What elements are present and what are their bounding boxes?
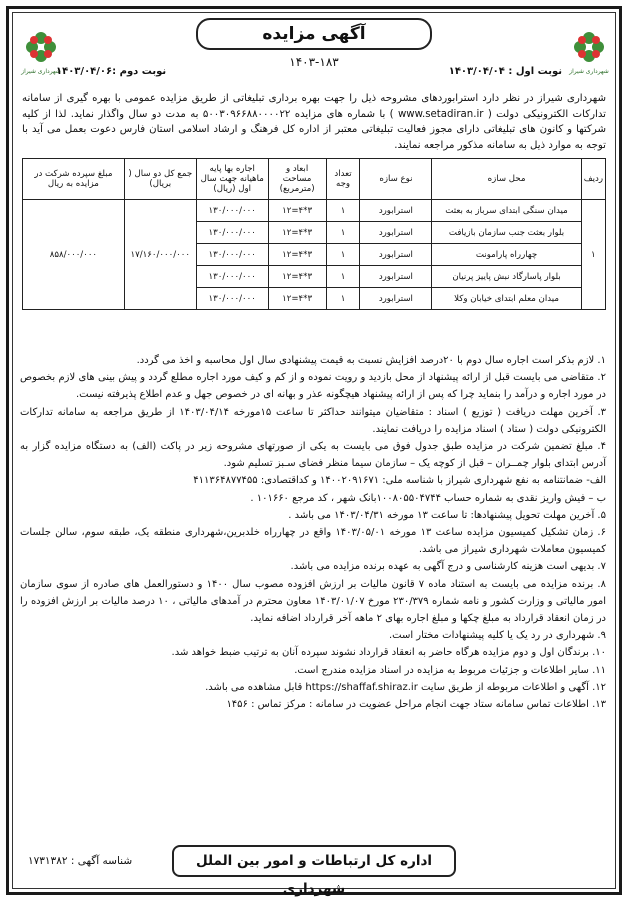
- type-cell: استرابورد: [360, 244, 432, 266]
- dims-cell: ۳*۴=۱۲: [268, 200, 326, 222]
- deposit-cell: ۸۵۸/۰۰۰/۰۰۰: [23, 200, 125, 310]
- faces-cell: ۱: [326, 266, 360, 288]
- col-header-dimensions: ابعاد و مساحت (مترمربع): [268, 159, 326, 200]
- dims-cell: ۳*۴=۱۲: [268, 222, 326, 244]
- intro-paragraph: شهرداری شیراز در نظر دارد استرابوردهای مشروحه ذیل را جهت بهره برداری تبلیغاتی از طریق مزایده عمومی با بهره گیری از سامانه تدارکات الکترونیکی دولت ( www.setadiran.ir ) با شماره های مزایده ۵۰۰۳۰۹۶۶۸۸۰۰۰۰۲۲ به مدت دو سال واگذار نماید. لذا از کلیه شرکتها و کانون های تبلیغاتی دارای مجوز فعالیت تبلیغاتی معتبر از اداره کل فرهنگ و ارشاد اسلامی استان فارس دعوت بعمل می آید با توجه به موارد ذیل به سامانه مذکور مراجعه نمایند.: [22, 93, 607, 151]
- faces-cell: ۱: [326, 244, 360, 266]
- condition-item: ۴. مبلغ تضمین شرکت در مزایده طبق جدول فوق می بایست به یکی از صورتهای مشروحه زیر در پاکت (الف) به دستگاه مزایده گزار به آدرس ابتدای بلوار چمــران – قبل از کوچه یک – سازمان سیما منظر فضای سـبز تسلیم شود.: [20, 441, 606, 470]
- flower-logo-icon: [564, 28, 614, 76]
- condition-item: ۱. لازم بذکر است اجاره سال دوم با ۲۰درصد افزایش نسبت به قیمت پیشنهادی سال اول محاسبه و اخذ می گردد.: [136, 355, 606, 366]
- notice-id: شناسه آگهی : ۱۷۳۱۳۸۲: [28, 855, 133, 867]
- col-header-type: نوع سازه: [360, 159, 432, 200]
- col-header-monthly-rent: اجاره بها پایه ماهیانه جهت سال اول (ریال): [196, 159, 268, 200]
- col-header-deposit: مبلغ سپرده شرکت در مزایده به ریال: [23, 159, 125, 200]
- reference-number: ۱۴۰۳-۱۸۳: [289, 55, 339, 69]
- condition-item: ۳. آخرین مهلت دریافت ( توزیع ) اسناد : متقاضیان میتوانند حداکثر تا ساعت ۱۵مورخه ۱۴۰۳/۰۴/۱۴ از طریق مراجعه به سامانه تدارکات الکترونیکی دولت ( ستاد ) اسناد مزایده را دریافت نمایند.: [20, 406, 607, 435]
- col-header-total: جمع کل دو سال ( بریال): [124, 159, 196, 200]
- logo-text: شهرداری شیراز: [569, 68, 609, 75]
- type-cell: استرابورد: [360, 200, 432, 222]
- faces-cell: ۱: [326, 200, 360, 222]
- condition-item: ۱۰. برندگان اول و دوم مزایده هرگاه حاضر به انعقاد قرارداد نشوند سپرده آنان به ترتیب ضبط خواهد شد.: [171, 647, 606, 659]
- conditions-list: [20, 352, 606, 713]
- table-header-row: [23, 159, 606, 200]
- type-cell: استرابورد: [360, 266, 432, 288]
- table-row: [23, 200, 606, 222]
- type-cell: استرابورد: [360, 222, 432, 244]
- condition-item: ۹. شهرداری در رد یک یا کلیه پیشنهادات مختار است.: [388, 630, 606, 642]
- type-cell: استرابورد: [360, 288, 432, 310]
- condition-item: ب – فیش واریز نقدی به شماره حساب ۱۰۰۸۰۵۵۰۴۷۴۴بانک شهر ، کد مرجع ۱۰۱۶۶۰ .: [250, 492, 606, 504]
- condition-item: ۱۲. آگهی و اطلاعات مربوطه از طریق سایت https://shaffaf.shiraz.ir قابل مشاهده می باشد.: [205, 681, 606, 693]
- col-header-row-no: ردیف: [581, 159, 605, 200]
- location-cell: بلوار پاسارگاد نبش پاییز پرنیان: [432, 266, 581, 288]
- faces-cell: ۱: [326, 222, 360, 244]
- notice-title: آگهی مزایده: [196, 18, 432, 50]
- second-publication-date: نوبت دوم :۱۴۰۳/۰۴/۰۶: [56, 66, 167, 77]
- first-publication-date: نوبت اول : ۱۴۰۳/۰۴/۰۴: [448, 66, 562, 77]
- faces-cell: ۱: [326, 288, 360, 310]
- location-cell: چهارراه پارامونت: [432, 244, 581, 266]
- rent-cell: ۱۳۰/۰۰۰/۰۰۰: [196, 266, 268, 288]
- condition-item: ۶. زمان تشکیل کمیسیون مزایده ساعت ۱۳ مورخه ۱۴۰۳/۰۵/۰۱ واقع در چهارراه خلدبرین،شهرداری منطقه یک، طبقه سوم، سالن جلسات کمیسیون معاملات شهرداری شیراز می باشد.: [20, 527, 606, 556]
- total-cell: ۱۷/۱۶۰/۰۰۰/۰۰۰: [124, 200, 196, 310]
- logo-text: شهرداری شیراز: [21, 68, 61, 75]
- rent-cell: ۱۳۰/۰۰۰/۰۰۰: [196, 288, 268, 310]
- condition-item: ۱۱. سایر اطلاعات و جزئیات مربوط به مزایده در اسناد مزایده مندرج است.: [294, 664, 606, 676]
- row-number-cell: ۱: [581, 200, 605, 310]
- dims-cell: ۳*۴=۱۲: [268, 244, 326, 266]
- department-footer: اداره کل ارتباطات و امور بین الملل شهرداری: [172, 845, 456, 877]
- condition-item: ۱۳. اطلاعات تماس سامانه ستاد جهت انجام مراحل عضویت در سامانه : مرکز تماس : ۱۴۵۶: [226, 699, 606, 711]
- location-cell: میدان معلم ابتدای خیابان وکلا: [432, 288, 581, 310]
- condition-item: ۸. برنده مزایده می بایست به استناد ماده ۷ قانون مالیات بر ارزش افزوده مصوب سال ۱۴۰۰ و دستورالعمل های صادره از سوی سازمان امور مالیاتی و وزارت کشور و نامه شماره ۲۳۰/۳۷۹ مورخ ۱۴۰۳/۰۱/۰۷ معاون محترم در آمدهای مالیاتی ، ۱۰ درصد مالیات بر ارزش افزوده را در زمان انعقاد قرارداد به مبلغ چکها و مبلغ اجاره بهای ۲ ماهه آخر قرارداد اضافه نماید.: [20, 578, 606, 625]
- condition-item: ۲. متقاضی می بایست قبل از ارائه پیشنهاد از محل بازدید و رویت نموده و از کم و کیف مورد اجاره مطلع گردد و پیش بینی های لازم بخصوص در مورد اجاره و درآمد را بنماید چرا که پس از ارائه پیشنهاد هیچگونه عذر و بهانه ای در خصوص جهل و عدم اطلاع پذیرفته نیست.: [20, 372, 606, 401]
- rent-cell: ۱۳۰/۰۰۰/۰۰۰: [196, 222, 268, 244]
- col-header-location: محل سازه: [432, 159, 581, 200]
- condition-item: ۵. آخرین مهلت تحویل پیشنهادها: تا ساعت ۱۳ مورخه ۱۴۰۳/۰۴/۳۱ می باشد .: [288, 509, 606, 521]
- billboard-table: [22, 158, 606, 310]
- shiraz-municipality-logo-right: [564, 28, 614, 76]
- condition-item: ۷. بدیهی است هزینه کارشناسی و درج آگهی به عهده برنده مزایده می باشد.: [290, 561, 606, 573]
- location-cell: میدان سنگی ابتدای سرباز به بعثت: [432, 200, 581, 222]
- dims-cell: ۳*۴=۱۲: [268, 288, 326, 310]
- condition-item: الف- ضمانتنامه به نفع شهرداری شیراز با شناسه ملی: ۱۴۰۰۲۰۹۱۶۷۱ و کداقتصادی: ۴۱۱۳۶۴۸۷۷۴۵۵: [193, 475, 606, 487]
- rent-cell: ۱۳۰/۰۰۰/۰۰۰: [196, 244, 268, 266]
- rent-cell: ۱۳۰/۰۰۰/۰۰۰: [196, 200, 268, 222]
- col-header-faces: تعداد وجه: [326, 159, 360, 200]
- location-cell: بلوار بعثت جنب سازمان بازیافت: [432, 222, 581, 244]
- dims-cell: ۳*۴=۱۲: [268, 266, 326, 288]
